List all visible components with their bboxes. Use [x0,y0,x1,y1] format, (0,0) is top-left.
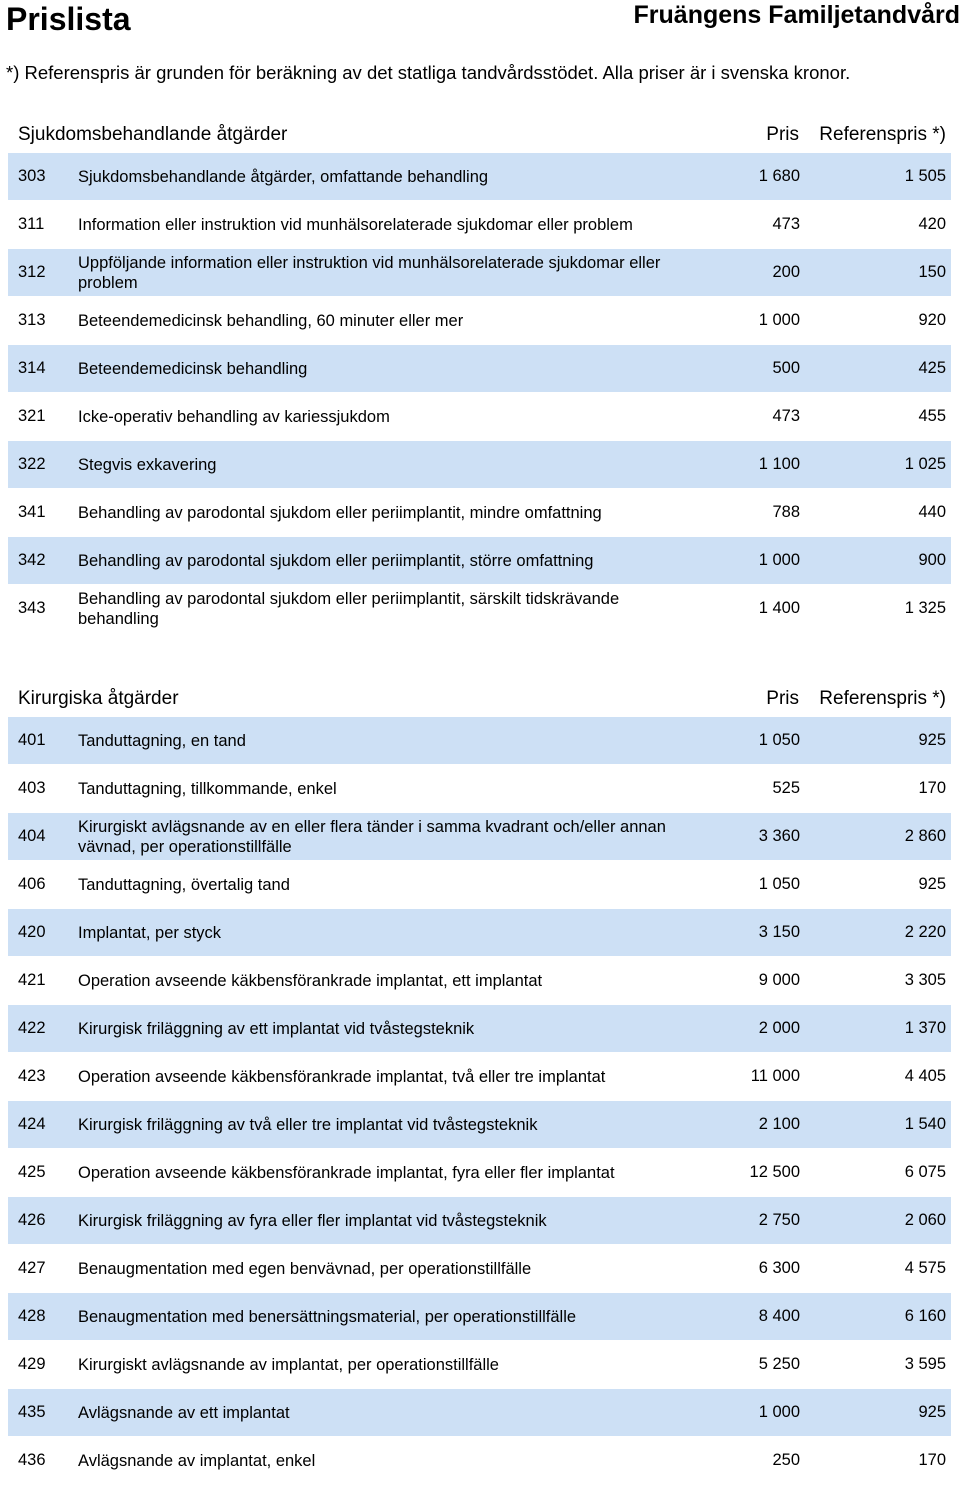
table-row [8,813,951,861]
row-reference-price: 170 [918,779,946,797]
row-description: Benaugmentation med benersättningsmaterial, per operationstillfälle [78,1307,577,1326]
row-reference-price: 3 305 [904,971,946,989]
row-reference-price: 1 540 [904,1115,946,1133]
table-row [8,957,951,1005]
row-code: 403 [18,779,46,797]
row-description: Kirurgisk friläggning av två eller tre implantat vid tvåstegsteknik [78,1115,538,1134]
row-code: 314 [18,359,46,377]
row-price: 1 050 [758,731,800,749]
section-header [8,113,951,153]
section-title: Kirurgiska åtgärder [18,688,179,709]
table-row [8,153,951,201]
table-row [8,1101,951,1149]
row-code: 322 [18,455,46,473]
column-header-pris: Pris [766,688,799,709]
row-price: 2 750 [758,1211,800,1229]
table-row [8,1245,951,1293]
row-code: 311 [18,215,45,233]
row-price: 3 360 [758,827,800,845]
row-code: 321 [18,407,46,425]
row-price: 5 250 [758,1355,800,1373]
row-reference-price: 2 060 [904,1211,946,1229]
table-row [8,1005,951,1053]
row-code: 303 [18,167,46,185]
row-code: 429 [18,1355,46,1373]
table-row [8,393,951,441]
row-price: 1 050 [758,875,800,893]
row-description: Kirurgisk friläggning av ett implantat vid tvåstegsteknik [78,1019,475,1038]
row-description: Behandling av parodontal sjukdom eller periimplantit, mindre omfattning [78,503,602,522]
row-reference-price: 6 075 [904,1163,946,1181]
column-header-pris: Pris [766,124,799,145]
section-sjukdomsbehandlande [8,113,951,633]
section-header [8,677,951,717]
row-price: 1 100 [758,455,800,473]
row-price: 1 000 [758,1403,800,1421]
row-description: Uppföljande information eller instruktion vid munhälsorelaterade sjukdomar eller problem [78,253,661,292]
row-code: 341 [18,503,46,521]
table-row [8,1389,951,1437]
row-reference-price: 2 860 [904,827,946,845]
row-code: 422 [18,1019,46,1037]
price-table [8,717,951,1485]
row-reference-price: 2 220 [904,923,946,941]
section-title: Sjukdomsbehandlande åtgärder [18,124,288,145]
table-row [8,717,951,765]
row-code: 313 [18,311,46,329]
page-title: Prislista [6,1,131,37]
table-row [8,201,951,249]
row-price: 2 000 [758,1019,800,1037]
row-price: 8 400 [758,1307,800,1325]
row-description: Avlägsnande av ett implantat [78,1403,290,1422]
row-price: 1 680 [758,167,800,185]
row-reference-price: 1 505 [904,167,946,185]
row-description: Beteendemedicinsk behandling, 60 minuter eller mer [78,311,464,330]
row-reference-price: 425 [918,359,946,377]
row-description: Operation avseende käkbensförankrade implantat, fyra eller fler implantat [78,1163,615,1182]
row-code: 428 [18,1307,46,1325]
row-description: Avlägsnande av implantat, enkel [78,1451,316,1470]
row-price: 788 [772,503,800,521]
row-code: 435 [18,1403,46,1421]
column-header-referenspris: Referenspris *) [819,688,946,709]
row-code: 406 [18,875,46,893]
row-price: 1 000 [758,311,800,329]
row-price: 12 500 [749,1163,800,1181]
row-description: Sjukdomsbehandlande åtgärder, omfattande behandling [78,167,489,186]
table-row [8,441,951,489]
table-row [8,1437,951,1485]
clinic-name: Fruängens Familjetandvård [633,1,960,29]
price-table [8,153,951,633]
row-description: Icke-operativ behandling av kariessjukdom [78,407,390,426]
row-price: 473 [772,407,800,425]
row-reference-price: 6 160 [904,1307,946,1325]
table-row [8,765,951,813]
row-reference-price: 1 370 [904,1019,946,1037]
table-row [8,861,951,909]
page-header [0,0,960,40]
row-description: Beteendemedicinsk behandling [78,359,308,378]
row-code: 427 [18,1259,46,1277]
table-row [8,1197,951,1245]
row-description: Kirurgiskt avlägsnande av en eller flera tänder i samma kvadrant och/eller annan vävnad, per operationstillfälle [78,817,666,856]
row-price: 3 150 [758,923,800,941]
row-reference-price: 925 [918,875,946,893]
row-description: Tanduttagning, en tand [78,731,246,750]
row-reference-price: 900 [918,551,946,569]
row-code: 404 [18,827,46,845]
table-row [8,1293,951,1341]
row-description: Tanduttagning, övertalig tand [78,875,290,894]
row-reference-price: 1 325 [904,599,946,617]
row-code: 424 [18,1115,46,1133]
row-code: 312 [18,263,46,281]
row-code: 426 [18,1211,46,1229]
row-reference-price: 4 575 [904,1259,946,1277]
row-price: 1 000 [758,551,800,569]
row-reference-price: 150 [918,263,946,281]
row-price: 11 000 [750,1067,800,1085]
row-description: Stegvis exkavering [78,455,217,474]
row-code: 343 [18,599,46,617]
table-row [8,1053,951,1101]
column-header-referenspris: Referenspris *) [819,124,946,145]
row-price: 250 [772,1451,800,1469]
row-code: 342 [18,551,46,569]
row-reference-price: 4 405 [904,1067,946,1085]
row-description: Benaugmentation med egen benvävnad, per operationstillfälle [78,1259,532,1278]
row-description: Implantat, per styck [78,923,222,942]
row-price: 525 [772,779,800,797]
row-reference-price: 920 [918,311,946,329]
row-reference-price: 440 [918,503,946,521]
table-row [8,345,951,393]
row-code: 436 [18,1451,46,1469]
table-row [8,489,951,537]
row-code: 420 [18,923,46,941]
row-description: Behandling av parodontal sjukdom eller periimplantit, särskilt tidskrävande behandling [78,589,620,628]
row-description: Behandling av parodontal sjukdom eller periimplantit, större omfattning [78,551,594,570]
table-row [8,249,951,297]
row-description: Operation avseende käkbensförankrade implantat, ett implantat [78,971,543,990]
table-row [8,1341,951,1389]
row-price: 500 [772,359,800,377]
row-code: 421 [18,971,46,989]
table-row [8,909,951,957]
row-reference-price: 925 [918,1403,946,1421]
row-description: Operation avseende käkbensförankrade implantat, två eller tre implantat [78,1067,606,1086]
row-code: 423 [18,1067,46,1085]
row-reference-price: 170 [918,1451,946,1469]
row-reference-price: 455 [918,407,946,425]
row-price: 6 300 [758,1259,800,1277]
row-reference-price: 1 025 [904,455,946,473]
table-row [8,1149,951,1197]
row-reference-price: 925 [918,731,946,749]
row-price: 473 [772,215,800,233]
row-description: Tanduttagning, tillkommande, enkel [78,779,337,798]
row-reference-price: 420 [918,215,946,233]
row-code: 425 [18,1163,46,1181]
row-description: Information eller instruktion vid munhälsorelaterade sjukdomar eller problem [78,215,633,234]
section-kirurgiska [8,677,951,1485]
table-row [8,297,951,345]
table-row [8,537,951,585]
reference-note: *) Referenspris är grunden för beräkning av det statliga tandvårdsstödet. Alla priser är i svenska kronor. [6,62,851,83]
row-reference-price: 3 595 [904,1355,946,1373]
row-price: 9 000 [758,971,800,989]
row-description: Kirurgiskt avlägsnande av implantat, per operationstillfälle [78,1355,499,1374]
row-description: Kirurgisk friläggning av fyra eller fler implantat vid tvåstegsteknik [78,1211,547,1230]
row-price: 200 [772,263,800,281]
table-row [8,585,951,633]
row-price: 2 100 [758,1115,800,1133]
row-price: 1 400 [758,599,800,617]
row-code: 401 [18,731,46,749]
